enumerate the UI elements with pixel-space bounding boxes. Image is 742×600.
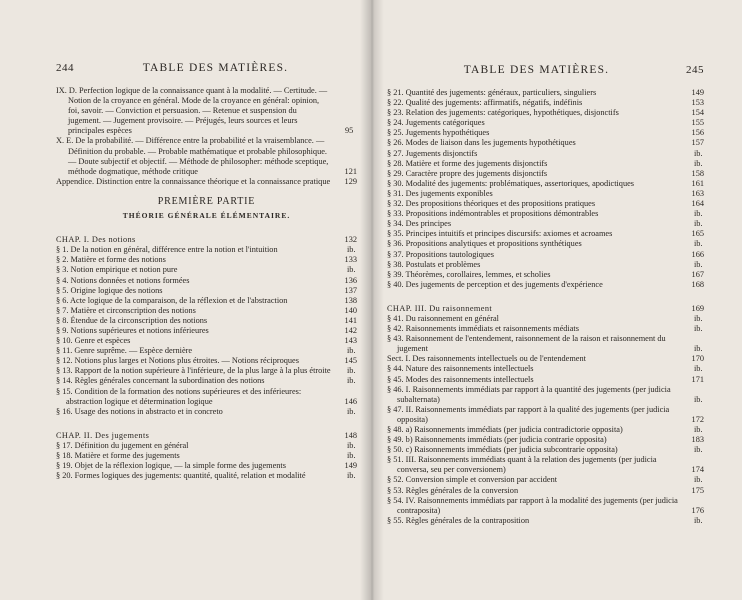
toc-entry: § 13. Rapport de la notion supérieure à l'inférieure, de la plus large à la plus étroite ib. [56, 366, 356, 376]
right-page-number: 245 [686, 64, 704, 76]
toc-entry: § 41. Du raisonnement en général ib. [387, 313, 703, 323]
toc-entry: § 34. Des principes ib. [387, 219, 703, 229]
left-running-title: TABLE DES MATIÈRES. [142, 62, 289, 74]
toc-entry: § 55. Règles générales de la contraposition ib. [387, 515, 703, 525]
toc-entry: § 48. a) Raisonnements immédiats (per judicia contradictorie opposita) ib. [387, 425, 703, 434]
toc-entry: § 1. De la notion en général, différence entre la notion et l'intuition ib. [56, 245, 356, 255]
toc-entry: § 40. Des jugements de perception et des jugements d'expérience 168 [387, 279, 704, 289]
toc-entry: § 21. Quantité des jugements: généraux, particuliers, singuliers 149 [387, 88, 704, 97]
toc-entry: § 12. Notions plus larges et Notions plus étroites. — Notions réciproques 145 [56, 356, 357, 366]
toc-entry: § 7. Matière et circonscription des notions 140 [56, 305, 357, 315]
chapter-heading: CHAP. III. Du raisonnement 169 [387, 303, 704, 313]
toc-entry: § 6. Acte logique de la comparaison, de la réflexion et de l'abstraction 138 [56, 295, 357, 305]
toc-entry: § 45. Modes des raisonnements intellectuels 171 [387, 374, 704, 384]
toc-entry: § 16. Usage des notions in abstracto et in concreto ib. [56, 406, 356, 416]
part-subtitle: THÉORIE GÉNÉRALE ÉLÉMENTAIRE. [122, 211, 291, 221]
toc-entry: X. E. De la probabilité. — Différence entre la probabilité et la vraisemblance. — Définition du probable. — Probable mathématique et probable philosophique. — Doute subjectif et objectif. — Méthode de philosopher: méthode sceptique, méthode dogmatique, méthode critique 121 [56, 136, 357, 176]
toc-entry: § 11. Genre suprême. — Espèce dernière ib. [56, 346, 356, 356]
toc-entry: § 43. Raisonnement de l'entendement, raisonnement de la raison et raisonnement du jugement ib. [387, 334, 703, 354]
toc-entry: § 23. Relation des jugements: catégoriques, hypothétiques, disjonctifs 154 [387, 108, 704, 118]
toc-entry: § 26. Modes de liaison dans les jugements hypothétiques 157 [387, 138, 704, 148]
right-entries [387, 88, 704, 526]
toc-entry: § 31. Des jugements exponibles 163 [387, 188, 704, 198]
toc-entry: § 49. b) Raisonnements immédiats (per judicia contrarie opposita) 183 [387, 435, 704, 445]
toc-entry: § 17. Définition du jugement en général ib. [56, 440, 356, 450]
toc-entry: § 36. Propositions analytiques et propositions synthétiques ib. [387, 239, 703, 249]
toc-entry: § 46. I. Raisonnements immédiats par rapport à la quantité des jugements (per judicia subalternata) ib. [387, 384, 703, 404]
chapter-heading: CHAP. I. Des notions 132 [56, 235, 357, 245]
toc-entry: § 14. Règles générales concernant la subordination des notions ib. [56, 376, 356, 386]
toc-entry: § 24. Jugements catégoriques 155 [387, 118, 704, 128]
toc-entry: § 51. III. Raisonnements immédiats quant à la relation des jugements (per judicia conversa, seu per conversionem) 174 [387, 455, 704, 475]
toc-entry: § 39. Théorèmes, corollaires, lemmes, et scholies 167 [387, 269, 704, 279]
chapter-heading: CHAP. II. Des jugements 148 [56, 430, 357, 440]
toc-entry: § 54. IV. Raisonnements immédiats par rapport à la modalité des jugements (per judicia contraposita) 176 [387, 495, 704, 515]
toc-entry: § 52. Conversion simple et conversion par accident ib. [387, 475, 703, 485]
left-running-head [56, 62, 357, 74]
toc-entry: § 4. Notions données et notions formées 136 [56, 275, 357, 285]
toc-entry: § 50. c) Raisonnements immédiats (per judicia subcontrarie opposita) ib. [387, 445, 703, 455]
toc-entry: § 3. Notion empirique et notion pure ib. [56, 265, 356, 275]
left-page-number: 244 [56, 62, 74, 74]
toc-entry: § 9. Notions supérieures et notions inférieures 142 [56, 325, 357, 335]
toc-entry: § 18. Matière et forme des jugements ib. [56, 451, 356, 460]
toc-entry: § 47. II. Raisonnements immédiats par rapport à la qualité des jugements (per judicia opposita) 172 [387, 404, 704, 424]
toc-entry: § 33. Propositions indémontrables et propositions démontrables ib. [387, 209, 703, 219]
toc-entry: § 25. Jugements hypothétiques 156 [387, 128, 704, 138]
toc-entry: § 27. Jugements disjonctifs ib. [387, 148, 703, 158]
toc-entry: § 19. Objet de la réflexion logique, — la simple forme des jugements 149 [56, 461, 357, 471]
toc-entry: § 44. Nature des raisonnements intellectuels ib. [387, 364, 703, 374]
toc-page: 132 [344, 235, 357, 245]
right-page [371, 0, 742, 600]
part-title: PREMIÈRE PARTIE [157, 195, 256, 207]
toc-entry: § 37. Propositions tautologiques 166 [387, 249, 704, 259]
toc-entry: § 28. Matière et forme des jugements disjonctifs ib. [387, 158, 703, 168]
toc-entry: § 38. Postulats et problèmes ib. [387, 259, 703, 269]
left-entries [56, 86, 357, 481]
toc-entry: § 32. Des propositions théoriques et des propositions pratiques 164 [387, 199, 704, 209]
right-running-title: TABLE DES MATIÈRES. [463, 64, 610, 76]
toc-page: 169 [691, 303, 704, 313]
toc-entry: § 2. Matière et forme des notions 133 [56, 255, 357, 265]
toc-entry: Appendice. Distinction entre la connaissance théorique et la connaissance pratique 129 [56, 176, 357, 186]
toc-entry: § 42. Raisonnements immédiats et raisonnements médiats ib. [387, 324, 703, 334]
right-running-head [387, 64, 704, 76]
toc-entry: § 15. Condition de la formation des notions supérieures et des inférieures: abstraction logique et détermination logique 146 [56, 386, 357, 406]
toc-entry: § 29. Caractère propre des jugements disjonctifs 158 [387, 168, 704, 178]
toc-entry: § 53. Règles générales de la conversion 175 [387, 485, 704, 495]
toc-entry: § 8. Étendue de la circonscription des notions 141 [56, 315, 357, 325]
section-heading: Sect. I. Des raisonnements intellectuels ou de l'entendement 170 [387, 354, 704, 364]
toc-entry: § 30. Modalité des jugements: problématiques, assertoriques, apodictiques 161 [387, 178, 704, 188]
toc-entry: § 20. Formes logiques des jugements: quantité, qualité, relation et modalité ib. [56, 471, 356, 481]
toc-entry: § 35. Principes intuitifs et principes discursifs: axiomes et acroames 165 [387, 229, 704, 239]
toc-entry: IX. D. Perfection logique de la connaissance quant à la modalité. — Certitude. — Notion de la croyance en général. Mode de la croyance en général: opinion, foi, savoir. — Conviction et persuasion. — Retenue et suspension du jugement. — Jugement provisoire. — Préjugés, leurs sources et leurs principales espèces 95 [56, 86, 354, 136]
toc-entry: § 22. Qualité des jugements: affirmatifs, négatifs, indéfinis 153 [387, 98, 704, 108]
toc-entry: § 5. Origine logique des notions 137 [56, 285, 357, 295]
toc-entry: § 10. Genre et espèces 143 [56, 336, 357, 346]
toc-page: 148 [344, 430, 357, 440]
